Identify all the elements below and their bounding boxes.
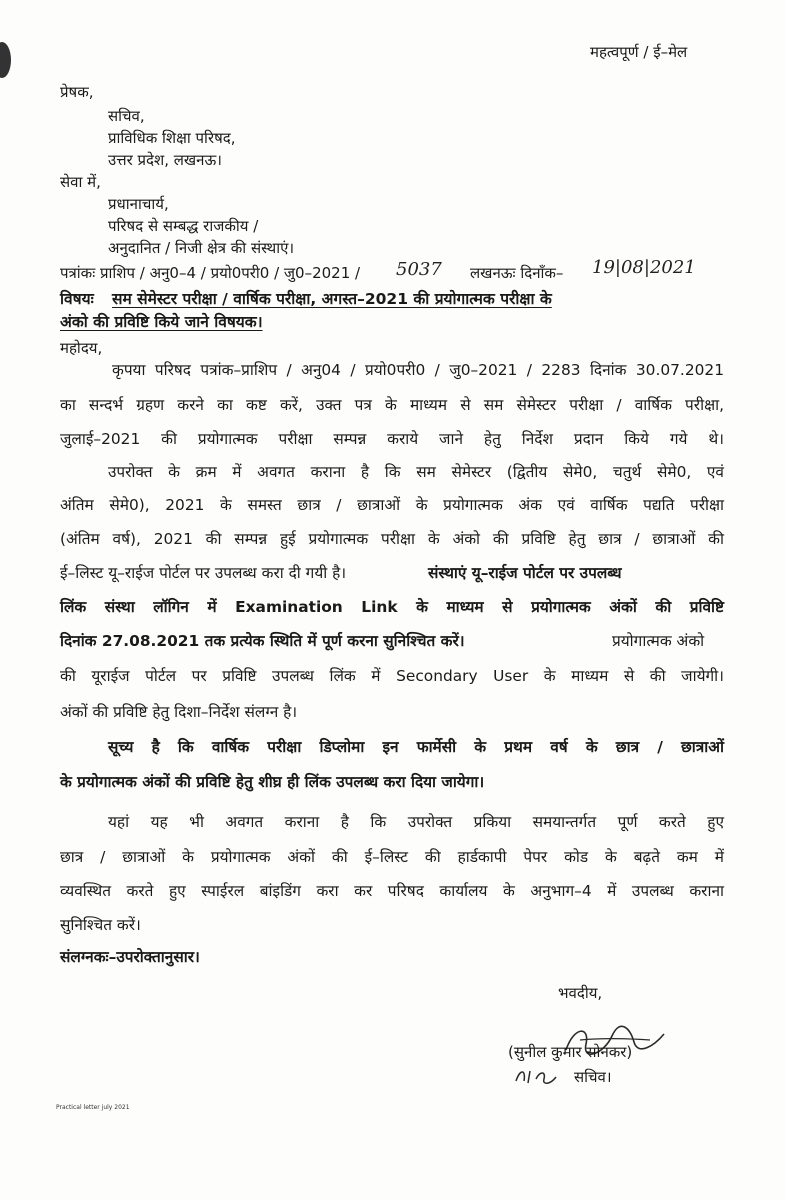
recipient-line: प्रधानाचार्य, xyxy=(108,195,169,213)
body-line: अंतिम सेमे0), 2021 के समस्त छात्र / छात्राओं के प्रयोगात्मक अंक एवं वार्षिक पद्यति परीक्षा xyxy=(60,496,724,514)
footer-note: Practical letter july 2021 xyxy=(56,1104,130,1111)
body-line: जुलाई–2021 की प्रयोगात्मक परीक्षा सम्पन्न कराये जाने हेतु निर्देश प्रदान किये गये थे। xyxy=(60,430,724,448)
subject-line: सम सेमेस्टर परीक्षा / वार्षिक परीक्षा, अगस्त–2021 की प्रयोगात्मक परीक्षा के xyxy=(112,290,552,308)
sender-line: प्राविधिक शिक्षा परिषद, xyxy=(108,129,236,147)
body-line: प्रयोगात्मक अंको xyxy=(612,632,705,650)
sender-line: उत्तर प्रदेश, लखनऊ। xyxy=(108,151,222,169)
enclosure: संलग्नकः–उपरोक्तानुसार। xyxy=(60,948,200,966)
salutation: महोदय, xyxy=(60,339,103,357)
sender-label: प्रेषक, xyxy=(60,83,94,101)
body-line-bold: संस्थाएं यू–राईज पोर्टल पर उपलब्ध xyxy=(428,564,622,582)
body-line-bold: सूच्य है कि वार्षिक परीक्षा डिप्लोमा इन फार्मेसी के प्रथम वर्ष के छात्र / छात्राओं xyxy=(108,738,724,756)
reference-patrank: पत्रांकः प्राशिप / अनु0–4 / प्रयो0परी0 / जु0–2021 / xyxy=(60,264,361,282)
reference-place-date: लखनऊः दिनाँक– xyxy=(470,264,564,282)
body-line: व्यवस्थित करते हुए स्पाईरल बांइडिंग करा कर परिषद कार्यालय के अनुभाग–4 में उपलब्ध कराना xyxy=(60,882,724,900)
body-line: छात्र / छात्राओं के प्रयोगात्मक अंकों की ई–लिस्ट की हार्डकापी पेपर कोड के बढ़ते कम में xyxy=(60,848,724,866)
signatory-designation: सचिव। xyxy=(574,1068,612,1086)
recipient-line: अनुदानित / निजी क्षेत्र की संस्थाएं। xyxy=(108,239,295,257)
body-line-bold: दिनांक 27.08.2021 तक प्रत्येक स्थिति में पूर्ण करना सुनिश्चित करें। xyxy=(60,632,465,650)
importance-mark: महत्वपूर्ण / ई–मेल xyxy=(590,43,688,61)
signatory-name: (सुनील कुमार सोनकर) xyxy=(508,1043,633,1061)
body-line-bold: लिंक संस्था लॉगिन में Examination Link के माध्यम से प्रयोगात्मक अंकों की प्रविष्टि xyxy=(60,598,724,616)
body-line: कृपया परिषद पत्रांक–प्राशिप / अनु04 / प्रयो0परी0 / जु0–2021 / 2283 दिनांक 30.07.2021 xyxy=(112,361,724,379)
valediction: भवदीय, xyxy=(558,984,603,1002)
body-line: (अंतिम वर्ष), 2021 की सम्पन्न हुई प्रयोगात्मक परीक्षा के अंको की प्रविष्टि हेतु छात्र / छात्राओं की xyxy=(60,530,724,548)
body-line: अंकों की प्रविष्टि हेतु दिशा–निर्देश संलग्न है। xyxy=(60,703,298,721)
body-line: उपरोक्त के क्रम में अवगत कराना है कि सम सेमेस्टर (द्वितीय सेमे0, चतुर्थ सेमे0, एवं xyxy=(108,463,724,481)
punch-hole-shadow xyxy=(0,40,12,80)
body-line: यहां यह भी अवगत कराना है कि उपरोक्त प्रकिया समयान्तर्गत पूर्ण करते हुए xyxy=(108,813,724,831)
subject-label: विषयः xyxy=(60,290,94,308)
reference-date-handwritten: 19|08|2021 xyxy=(592,257,696,278)
initials xyxy=(512,1065,568,1089)
recipient-line: परिषद से सम्बद्ध राजकीय / xyxy=(108,217,259,235)
body-line: की यूराईज पोर्टल पर प्रविष्टि उपलब्ध लिंक में Secondary User के माध्यम से की जायेगी। xyxy=(60,667,724,685)
recipient-label: सेवा में, xyxy=(60,173,101,191)
body-line: ई–लिस्ट यू–राईज पोर्टल पर उपलब्ध करा दी गयी है। xyxy=(60,564,347,582)
subject-line: अंको की प्रविष्टि किये जाने विषयक। xyxy=(60,313,263,331)
reference-number-handwritten: 5037 xyxy=(396,259,442,280)
body-line-bold: के प्रयोगात्मक अंकों की प्रविष्टि हेतु शीघ्र ही लिंक उपलब्ध करा दिया जायेगा। xyxy=(60,773,485,791)
sender-line: सचिव, xyxy=(108,107,145,125)
body-line: का सन्दर्भ ग्रहण करने का कष्ट करें, उक्त पत्र के माध्यम से सम सेमेस्टर परीक्षा / वार्षिक परीक्षा, xyxy=(60,396,724,414)
body-line: सुनिश्चित करें। xyxy=(60,916,141,934)
